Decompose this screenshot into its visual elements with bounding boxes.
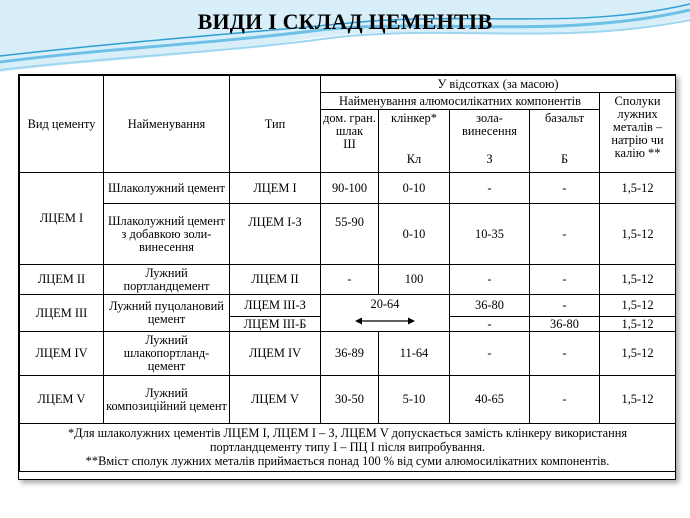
header-type: Тип bbox=[230, 76, 321, 173]
slag-clinker-value: 20-64 bbox=[370, 297, 400, 311]
type-cell: ЛЦЕМ І bbox=[230, 173, 321, 204]
header-cement-kind: Вид цементу bbox=[20, 76, 104, 173]
basalt-value: - bbox=[530, 295, 600, 317]
header-clinker bbox=[379, 110, 450, 173]
header-slag-label: дом. гран. шлак bbox=[323, 111, 376, 138]
clinker-value: 11-64 bbox=[379, 332, 450, 376]
header-basalt bbox=[530, 110, 600, 173]
slag-value: 90-100 bbox=[321, 173, 379, 204]
alkali-value: 1,5-12 bbox=[600, 204, 676, 265]
basalt-value: - bbox=[530, 204, 600, 265]
clinker-value: 0-10 bbox=[379, 173, 450, 204]
group-lcem-2: ЛЦЕМ ІІ bbox=[20, 265, 104, 295]
header-slag-code: Ш bbox=[343, 137, 356, 151]
name-cell: Лужний шлакопортланд-цемент bbox=[104, 332, 230, 376]
cement-table-container bbox=[18, 74, 676, 480]
basalt-value: - bbox=[530, 332, 600, 376]
alkali-value: 1,5-12 bbox=[600, 295, 676, 317]
name-cell: Лужний композиційний цемент bbox=[104, 376, 230, 424]
ash-value: - bbox=[450, 265, 530, 295]
alkali-value: 1,5-12 bbox=[600, 317, 676, 332]
type-cell: ЛЦЕМ IV bbox=[230, 332, 321, 376]
group-lcem-4: ЛЦЕМ IV bbox=[20, 332, 104, 376]
ash-value: - bbox=[450, 317, 530, 332]
header-basalt-code: Б bbox=[560, 152, 569, 166]
clinker-value: 100 bbox=[379, 265, 450, 295]
header-slag bbox=[321, 110, 379, 173]
type-cell: ЛЦЕМ ІІ bbox=[230, 265, 321, 295]
ash-value: 10-35 bbox=[450, 204, 530, 265]
footnote-clinker: *Для шлаколужних цементів ЛЦЕМ І, ЛЦЕМ І – З, ЛЦЕМ V допускається замість клінкеру використання портландцементу типу І – ПЦ І після випробування. bbox=[67, 426, 628, 454]
clinker-value: 5-10 bbox=[379, 376, 450, 424]
header-components: Найменування алюмосилікатних компонентів bbox=[321, 93, 600, 110]
footnotes bbox=[20, 424, 676, 472]
header-alkali-compounds: Сполуки лужних металів – натрію чи калію ** bbox=[600, 93, 676, 173]
slag-value: 30-50 bbox=[321, 376, 379, 424]
group-lcem-3: ЛЦЕМ ІІІ bbox=[20, 295, 104, 332]
type-cell: ЛЦЕМ V bbox=[230, 376, 321, 424]
basalt-value: - bbox=[530, 265, 600, 295]
alkali-value: 1,5-12 bbox=[600, 332, 676, 376]
ash-value: - bbox=[450, 173, 530, 204]
header-basalt-label: базальт bbox=[544, 111, 585, 125]
header-ash-code: З bbox=[486, 152, 493, 166]
name-cell: Лужний портландцемент bbox=[104, 265, 230, 295]
slag-clinker-range bbox=[321, 295, 450, 332]
header-ash bbox=[450, 110, 530, 173]
page-title: ВИДИ І СКЛАД ЦЕМЕНТІВ bbox=[197, 9, 493, 34]
slag-value: 36-89 bbox=[321, 332, 379, 376]
group-lcem-1: ЛЦЕМ І bbox=[20, 173, 104, 265]
alkali-value: 1,5-12 bbox=[600, 265, 676, 295]
header-clinker-code: Кл bbox=[406, 152, 422, 166]
header-name: Найменування bbox=[104, 76, 230, 173]
clinker-value: 0-10 bbox=[379, 204, 450, 265]
name-cell: Шлаколужний цемент bbox=[104, 173, 230, 204]
footnote-alkali: **Вміст сполук лужних металів приймається понад 100 % від суми алюмосилікатних компонентів. bbox=[85, 454, 610, 468]
alkali-value: 1,5-12 bbox=[600, 173, 676, 204]
type-cell: ЛЦЕМ ІІІ-З bbox=[230, 295, 321, 317]
slag-value: 55-90 bbox=[321, 204, 379, 265]
ash-value: - bbox=[450, 332, 530, 376]
basalt-value: 36-80 bbox=[530, 317, 600, 332]
basalt-value: - bbox=[530, 173, 600, 204]
header-clinker-label: клінкер* bbox=[391, 111, 437, 125]
cement-table bbox=[19, 75, 676, 472]
ash-value: 40-65 bbox=[450, 376, 530, 424]
group-lcem-5: ЛЦЕМ V bbox=[20, 376, 104, 424]
ash-value: 36-80 bbox=[450, 295, 530, 317]
alkali-value: 1,5-12 bbox=[600, 376, 676, 424]
name-cell: Шлаколужний цемент з добавкою золи-винесення bbox=[104, 204, 230, 265]
type-cell: ЛЦЕМ І-З bbox=[230, 204, 321, 265]
header-ash-label: зола-винесення bbox=[461, 111, 518, 138]
basalt-value: - bbox=[530, 376, 600, 424]
type-cell: ЛЦЕМ ІІІ-Б bbox=[230, 317, 321, 332]
slag-value: - bbox=[321, 265, 379, 295]
header-percent: У відсотках (за масою) bbox=[321, 76, 676, 93]
name-cell: Лужний пуцолановий цемент bbox=[104, 295, 230, 332]
double-arrow-icon bbox=[355, 317, 415, 325]
